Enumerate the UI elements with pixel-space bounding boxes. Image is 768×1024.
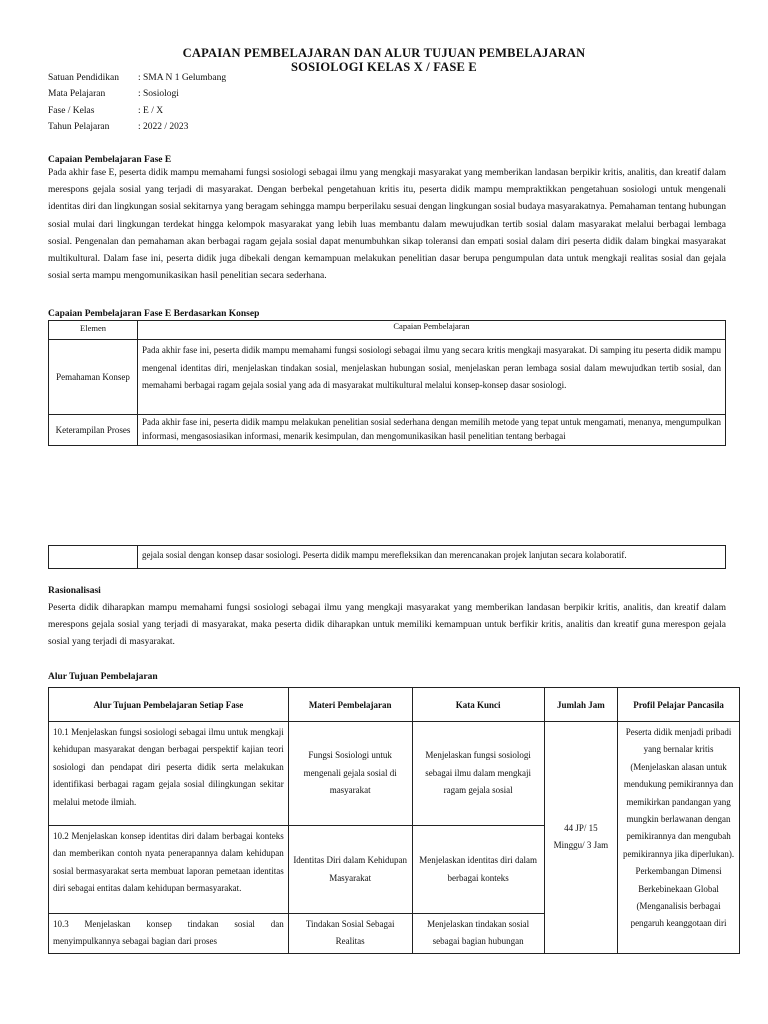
atp-row-10-3-materi: Tindakan Sosial Sebagai Realitas [288,914,412,954]
meta-value: : 2022 / 2023 [138,122,189,132]
elemen-keterampilan: Keterampilan Proses [49,415,138,446]
atp-table [48,687,740,954]
rasionalisasi-paragraph: Peserta didik diharapkan mampu memahami fungsi sosiologi sebagai ilmu yang mengkaji masyarakat yang memberikan landasan berpikir kritis, analitis, dan kreatif dalam merespons gejala sosial yang terjadi di masyarakat, maka peserta didik diharapkan untuk memiliki kemampuan untuk berfikir kritis, analitis dan kreatif guna merespon gejala sosial yang terjadi di masyarakat. [48,603,726,648]
meta-value: : SMA N 1 Gelumbang [138,73,227,83]
capaian-keterampilan: Pada akhir fase ini, peserta didik mampu melakukan penelitian sosial sederhana dengan memilih metode yang tepat untuk mengamati, menanya, mengumpulkan informasi, mengasosiasikan informasi, menarik kesimpulan, dan mengomunikasikan hasil penelitian tentang berbagai [142,417,721,441]
cp-konsep-table [48,320,726,446]
atp-row-10-3-kata-kunci: Menjelaskan tindakan sosial sebagai bagian hubungan [412,914,544,954]
atp-jumlah-jam: 44 JP/ 15 Minggu/ 3 Jam [544,722,618,954]
atp-row-10-2-kata-kunci: Menjelaskan identitas diri dalam berbagai konteks [412,826,544,914]
meta-label: Tahun Pelajaran [48,122,110,132]
atp-profil-pancasila: Peserta didik menjadi pribadi yang bernalar kritis (Menjelaskan alasan untuk mendukung pemikirannya dan memikirkan pandangan yang mungkin berlawanan dengan pemikirannya dan mengubah pemikirannya jika diperlukan). Perkembangan Dimensi Berkebinekaan Global (Menganalisis berbagai pengaruh keanggotaan diri [622,727,735,929]
col-capaian-header: Capaian Pembelajaran [138,321,726,340]
elemen-pemahaman: Pemahaman Konsep [49,340,138,415]
meta-label: Mata Pelajaran [48,89,106,99]
atp-row-10-2-materi: Identitas Diri dalam Kehidupan Masyarakat [288,826,412,914]
atp-row-10-1-tujuan: 10.1 Menjelaskan fungsi sosiologi sebagai ilmu untuk mengkaji kehidupan masyarakat dengan berbagai perspektif kajian teori sosiologi dan pendapat diri peserta didik serta melakukan identifikasi berbagai ragam gejala sosial dilingkungan sekitar melalui metode ilmiah. [49,722,289,826]
cp-konsep-heading: Capaian Pembelajaran Fase E Berdasarkan Konsep [48,309,260,319]
meta-value: : E / X [138,106,164,116]
col-materi-header: Materi Pembelajaran [288,688,412,722]
col-jumlah-jam-header: Jumlah Jam [544,688,618,722]
atp-row-10-2-tujuan: 10.2 Menjelaskan konsep identitas diri dalam berbagai konteks dan memberikan contoh nyata penerapannya dalam kehidupan sosial bermasyarakat serta membuat laporan pemetaan identitas diri sebagai entitas dalam kehidupan bermasyarakat. [49,826,289,914]
col-profil-header: Profil Pelajar Pancasila [618,688,740,722]
cp-heading: Capaian Pembelajaran Fase E [48,155,172,165]
cp-konsep-continuation [48,545,726,569]
capaian-keterampilan-cell [138,415,726,446]
atp-row-10-1-materi: Fungsi Sosiologi untuk mengenali gejala sosial di masyarakat [288,722,412,826]
atp-heading: Alur Tujuan Pembelajaran [48,672,158,682]
continuation-text: gejala sosial dengan konsep dasar sosiologi. Peserta didik mampu merefleksikan dan merencanakan projek lanjutan secara kolaboratif. [138,546,726,569]
capaian-pemahaman: Pada akhir fase ini, peserta didik mampu memahami fungsi sosiologi sebagai ilmu yang secara kritis mengkaji masyarakat. Di samping itu peserta didik mampu mengenal identitas diri, menjelaskan tindakan sosial, menjelaskan hubungan sosial, menjelaskan peran lembaga sosial dalam mewujudkan tertib sosial, dan memahami berbagai ragam gejala sosial yang ada di masyarakat multikultural melalui konsep-konsep dasar sosiologi. [138,340,726,415]
col-kata-kunci-header: Kata Kunci [412,688,544,722]
continuation-empty-cell [49,546,138,569]
col-elemen-header: Elemen [49,321,138,340]
cp-paragraph: Pada akhir fase E, peserta didik mampu memahami fungsi sosiologi sebagai ilmu yang mengkaji masyarakat yang memberikan landasan berpikir kritis, analitis, dan kreatif dalam merespons gejala sosial yang terjadi di masyarakat. Dengan berbekal pengetahuan kritis itu, peserta didik mampu mempraktikkan pengetahuan sosiologi untuk mengenali identitas diri dan lingkungan sosial sekitarnya yang beragam sehingga mampu berperilaku sesuai dengan lingkungan sosial budaya masyarakatnya. Pemahaman tentang hubungan sosial mulai dari lingkungan terdekat hingga kelompok masyarakat yang lebih luas membantu dalam mewujudkan tertib sosial dalam masyarakat melalui berbagai lembaga sosial. Pengenalan dan pemahaman akan berbagai ragam gejala sosial dapat menumbuhkan sikap toleransi dan empati sosial dalam diri peserta didik dalam bingkai masyarakat multikultural. Dalam fase ini, peserta didik juga dibekali dengan kemampuan melakukan penelitian dasar berupa pengumpulan data untuk mengkaji realitas sosial dan gejala sosial serta mampu mengomunikasikan hasil penelitian secara sederhana. [48,168,727,282]
document-title-line2: SOSIOLOGI KELAS X / FASE E [291,60,477,74]
atp-row-10-1-kata-kunci: Menjelaskan fungsi sosiologi sebagai ilmu dalam mengkaji ragam gejala sosial [412,722,544,826]
rasionalisasi-heading: Rasionalisasi [48,586,101,596]
meta-value: : Sosiologi [138,89,179,99]
atp-profil-cell [618,722,740,954]
meta-label: Satuan Pendidikan [48,73,119,83]
col-atp-header: Alur Tujuan Pembelajaran Setiap Fase [49,688,289,722]
meta-label: Fase / Kelas [48,106,95,116]
atp-row-10-3-tujuan: 10.3 Menjelaskan konsep tindakan sosial dan menyimpulkannya sebagai bagian dari proses [49,914,289,954]
document-title-line1: CAPAIAN PEMBELAJARAN DAN ALUR TUJUAN PEMBELAJARAN [182,46,586,60]
